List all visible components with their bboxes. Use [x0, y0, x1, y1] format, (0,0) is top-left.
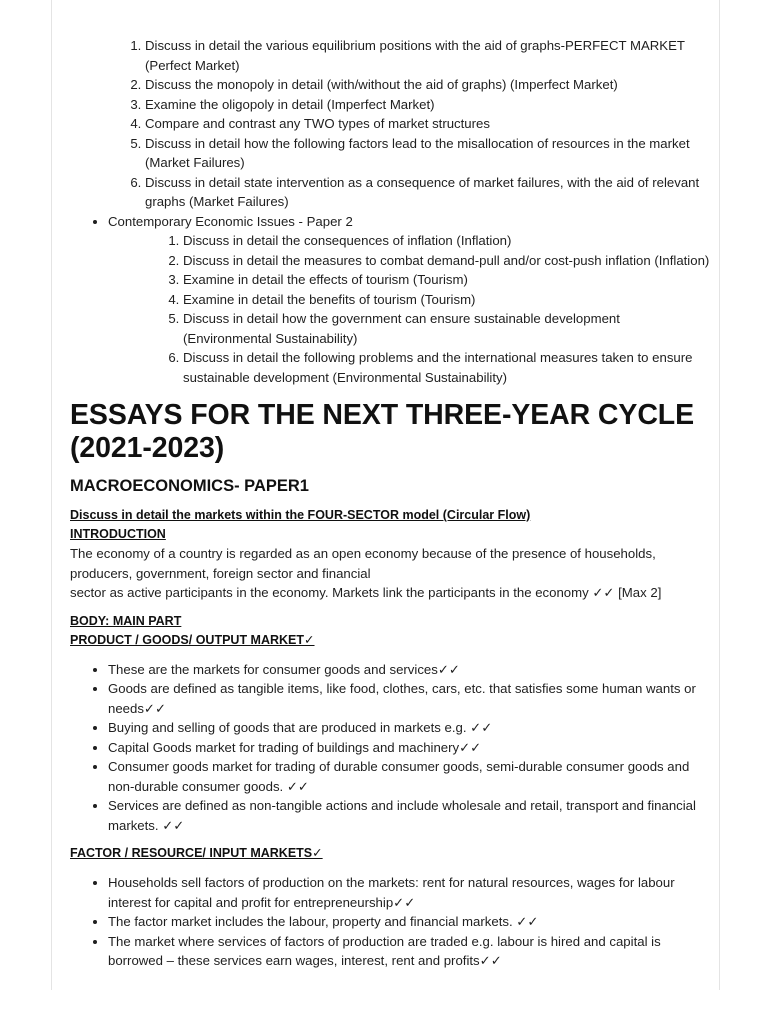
list-item: 2. Discuss the monopoly in detail (with/without the aid of graphs) (Imperfect Market)	[145, 75, 710, 95]
list-item: • Goods are defined as tangible items, like food, clothes, cars, etc. that satisfies some human wants or needs✓✓	[108, 679, 710, 718]
introduction-heading: INTRODUCTION	[70, 527, 166, 541]
factor-market-list	[70, 873, 710, 971]
list-item: 1. Discuss in detail the consequences of inflation (Inflation)	[183, 231, 710, 251]
list-item: 5. Discuss in detail how the government can ensure sustainable development (Environmental Sustainability)	[183, 309, 710, 348]
body-heading: BODY: MAIN PART	[70, 613, 182, 628]
product-market-list	[70, 660, 710, 836]
introduction-text-2: sector as active participants in the economy. Markets link the participants in the economy ✓✓ [Max 2]	[70, 585, 662, 600]
list-item: 1. Discuss in detail the various equilibrium positions with the aid of graphs-PERFECT MARKET (Perfect Market)	[145, 36, 710, 75]
list-item: • Services are defined as non-tangible actions and include wholesale and retail, transport and financial markets. ✓✓	[108, 796, 710, 835]
list-item: 3. Examine the oligopoly in detail (Imperfect Market)	[145, 95, 710, 115]
list-item: 4. Compare and contrast any TWO types of market structures	[145, 114, 710, 134]
paper2-essay-list	[108, 231, 710, 387]
list-item: • The market where services of factors of production are traded e.g. labour is hired and capital is borrowed – these services earn wages, interest, rent and profits✓✓	[108, 932, 710, 971]
list-item: 6. Discuss in detail the following problems and the international measures taken to ensure sustainable development (Environmental Sustainability)	[183, 348, 710, 387]
document-content	[70, 36, 710, 971]
essay-question: Discuss in detail the markets within the FOUR-SECTOR model (Circular Flow)	[70, 508, 531, 522]
product-market-heading: PRODUCT / GOODS/ OUTPUT MARKET✓	[70, 632, 315, 647]
factor-market-heading: FACTOR / RESOURCE/ INPUT MARKETS✓	[70, 846, 323, 860]
introduction-text-1: The economy of a country is regarded as an open economy because of the presence of households, producers, government, foreign sector and financial	[70, 546, 656, 581]
list-item: • Capital Goods market for trading of buildings and machinery✓✓	[108, 738, 710, 758]
list-item: • Consumer goods market for trading of durable consumer goods, semi-durable consumer goods and non-durable consumer goods. ✓✓	[108, 757, 710, 796]
list-item: • Buying and selling of goods that are produced in markets e.g. ✓✓	[108, 718, 710, 738]
contemporary-label: Contemporary Economic Issues - Paper 2	[108, 213, 353, 229]
list-item: • The factor market includes the labour, property and financial markets. ✓✓	[108, 912, 710, 932]
list-item: 5. Discuss in detail how the following factors lead to the misallocation of resources in the market (Market Failures)	[145, 134, 710, 173]
list-item: 4. Examine in detail the benefits of tourism (Tourism)	[183, 290, 710, 310]
contemporary-section	[70, 212, 710, 388]
list-item: • Households sell factors of production on the markets: rent for natural resources, wages for labour interest for capital and profit for entrepreneurship✓✓	[108, 873, 710, 912]
page-title: ESSAYS FOR THE NEXT THREE-YEAR CYCLE (2021-2023)	[70, 399, 695, 464]
list-item: 3. Examine in detail the effects of tourism (Tourism)	[183, 270, 710, 290]
list-item	[108, 212, 710, 388]
paper1-essay-list	[70, 36, 710, 212]
section-heading-macroeconomics: MACROECONOMICS- PAPER1	[70, 477, 309, 495]
list-item: • These are the markets for consumer goods and services✓✓	[108, 660, 710, 680]
list-item: 6. Discuss in detail state intervention as a consequence of market failures, with the aid of relevant graphs (Market Failures)	[145, 173, 710, 212]
list-item: 2. Discuss in detail the measures to combat demand-pull and/or cost-push inflation (Inflation)	[183, 251, 710, 271]
